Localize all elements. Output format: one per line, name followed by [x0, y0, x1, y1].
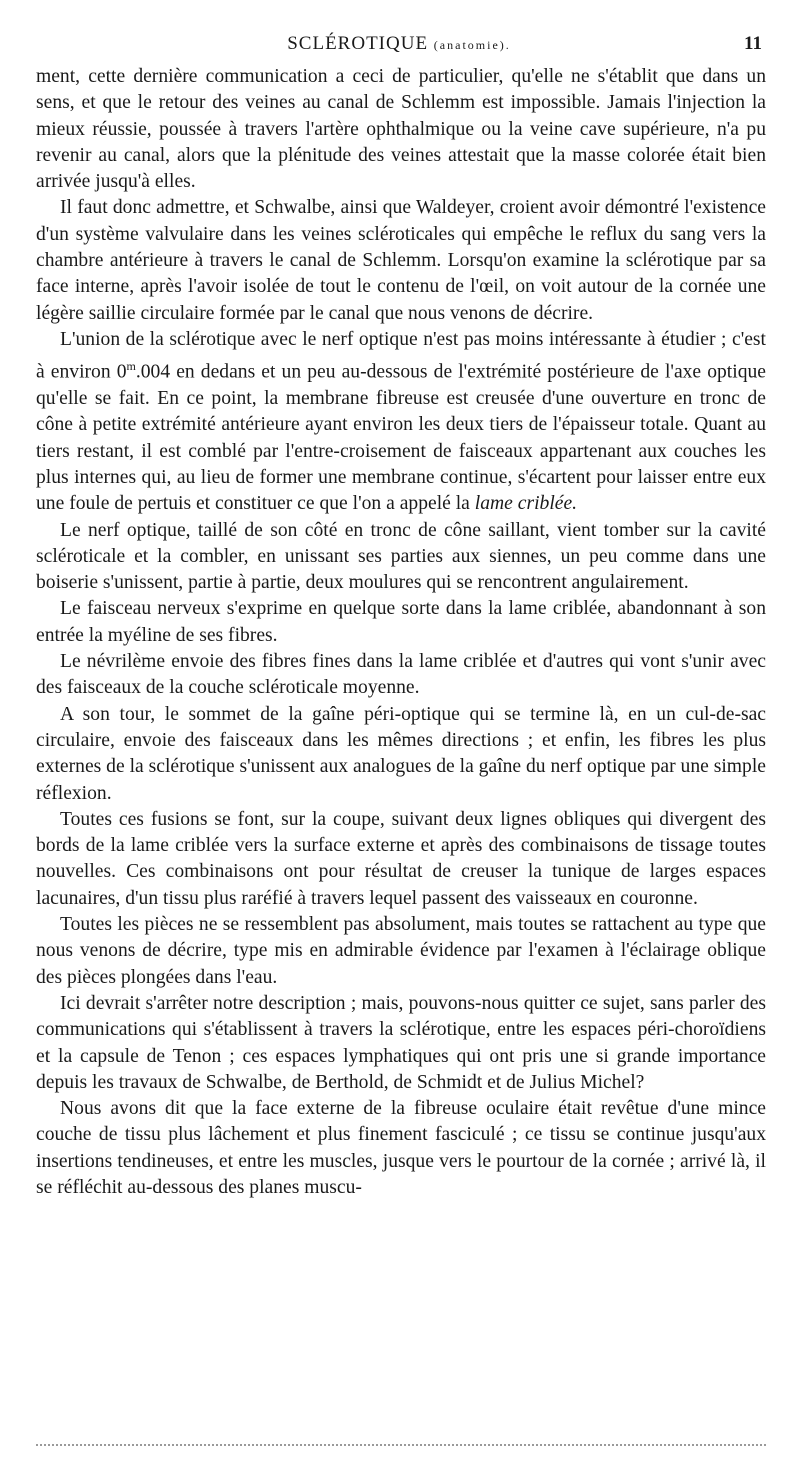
paragraph-6: Le névrilème envoie des fibres fines dans la lame criblée et d'autres qui vont s'unir avec des faisceaux de la couche scléroticale moyenne. — [36, 651, 766, 699]
page-header — [36, 32, 762, 62]
paragraph-5: Le faisceau nerveux s'exprime en quelque sorte dans la lame criblée, abandonnant à son entrée la myéline de ses fibres. — [36, 598, 766, 646]
page-number: 11 — [744, 33, 762, 54]
paragraph-3-superscript: m — [126, 359, 136, 374]
running-title — [36, 32, 762, 57]
body-text — [36, 64, 766, 1201]
paragraph-8: Toutes ces fusions se font, sur la coupe, suivant deux lignes obliques qui divergent des bords de la lame criblée vers la surface externe et après des combinaisons de tissage toutes nouvelles. Ces combinaisons ont pour résultat de creuser la tunique de larges espaces lacunaires, d'un tissu plus raréfié à travers lequel passent des vaisseaux en couronne. — [36, 808, 766, 909]
paragraph-3-text-a: L'union de la sclérotique avec le nerf optique n'est pas moins intéressante à étudier ; c'est à environ 0 — [36, 328, 766, 383]
paragraph-9: Toutes les pièces ne se ressemblent pas absolument, mais toutes se rattachent au type que nous venons de décrire, type mis en admirable évidence par l'examen à l'éclairage oblique des pièces plongées dans l'eau. — [36, 914, 766, 988]
paragraph-2: Il faut donc admettre, et Schwalbe, ainsi que Waldeyer, croient avoir démontré l'existence d'un système valvulaire dans les veines scléroticales qui empêche le reflux du sang vers la chambre antérieure à travers le canal de Schlemm. Lorsqu'on examine la sclérotique par sa face interne, après l'avoir isolée de tout le contenu de l'œil, on voit autour de la cornée une légère saillie circulaire formée par le canal que nous venons de décrire. — [36, 197, 766, 324]
paragraph-1: ment, cette dernière communication a ceci de particulier, qu'elle ne s'établit que dans un sens, et que le retour des veines au canal de Schlemm est impossible. Jamais l'injection la mieux réussie, poussée à travers l'artère ophthalmique ou la veine cave supérieure, n'a pu revenir au canal, alors que la plénitude des veines attestait que la masse colorée était bien arrivée jusqu'à elles. — [36, 66, 766, 193]
paragraph-4: Le nerf optique, taillé de son côté en tronc de cône saillant, vient tomber sur la cavité scléroticale et la combler, en unissant ses parties aux siennes, un peu comme dans une boiserie s'unissent, partie à partie, deux moulures qui se rencontrent angulairement. — [36, 519, 766, 594]
paragraph-7: A son tour, le sommet de la gaîne péri-optique qui se termine là, en un cul-de-sac circulaire, envoie des faisceaux dans les mêmes directions ; et enfin, les fibres les plus externes de la sclérotique s'unissent aux analogues de la gaîne du nerf optique par une simple réflexion. — [36, 703, 766, 804]
paragraph-10: Ici devrait s'arrêter notre description ; mais, pouvons-nous quitter ce sujet, sans parler des communications qui s'établissent à travers la sclérotique, entre les espaces péri-choroïdiens et la capsule de Tenon ; ces espaces lymphatiques qui ont pris une si grande importance depuis les travaux de Schwalbe, de Berthold, de Schmidt et de Julius Michel? — [36, 992, 766, 1093]
paragraph-3 — [36, 327, 766, 518]
bottom-bleed-line — [36, 1444, 766, 1446]
running-title-main: SCLÉROTIQUE — [287, 33, 429, 54]
paragraph-3-italic-term: lame criblée. — [474, 493, 578, 515]
paragraph-3-text-b: .004 en dedans et un peu au-dessous de l'extrémité postérieure de l'axe optique qu'elle se fait. En ce point, la membrane fibreuse est creusée d'une ouverture en tronc de cône à petite extrémité antérieure ayant environ les deux tiers de l'épaisseur totale. Quant au tiers restant, il est comblé par l'entre-croisement de faisceaux appartenant aux couches les plus internes qui, au lieu de former une membrane continue, s'écartent pour laisser entre eux une foule de pertuis et constituer ce que l'on a appelé la — [36, 361, 766, 515]
running-title-sub: (anatomie). — [433, 38, 511, 52]
paragraph-11: Nous avons dit que la face externe de la fibreuse oculaire était revêtue d'une mince couche de tissu plus lâchement et plus finement fasciculé ; ce tissu se continue jusqu'aux insertions tendineuses, et entre les muscles, jusque vers le pourtour de la cornée ; arrivé là, il se réfléchit au-dessous des planes muscu- — [36, 1098, 766, 1198]
